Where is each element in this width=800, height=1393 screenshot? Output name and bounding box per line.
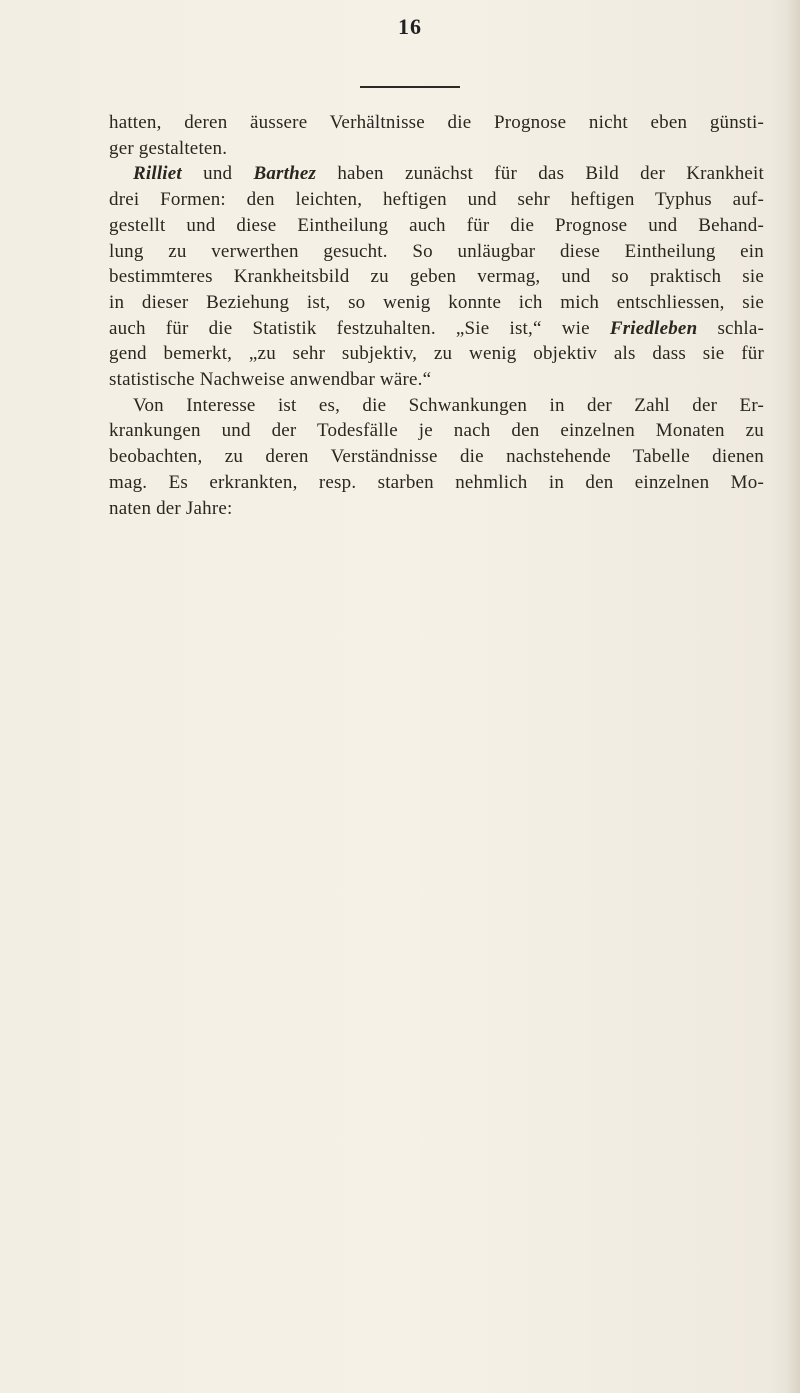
- paragraph-2: [109, 161, 764, 392]
- text-line: krankungen und der Todesfälle je nach den einzelnen Monaten zu: [109, 420, 764, 442]
- text-line: mag. Es erkrankten, resp. starben nehmlich in den einzelnen Mo-: [109, 471, 764, 493]
- text-fragment: und: [203, 163, 233, 185]
- page-edge-shadow: [786, 0, 800, 1393]
- text-line: statistische Nachweise anwendbar wäre.“: [109, 369, 432, 391]
- text-line: gestellt und diese Eintheilung auch für die Prognose und Behand-: [109, 214, 764, 236]
- page-number: 16: [398, 14, 422, 39]
- text-line: naten der Jahre:: [109, 497, 233, 519]
- author-name-barthez: Barthez: [253, 163, 317, 185]
- paragraph-3: [109, 393, 764, 522]
- author-name-friedleben: Friedleben: [609, 317, 698, 339]
- paragraph-1: [109, 110, 764, 161]
- text-line: lung zu verwerthen gesucht. So unläugbar diese Eintheilung ein: [109, 240, 764, 262]
- header-rule: [360, 86, 460, 88]
- text-line: beobachten, zu deren Verständnisse die nachstehende Tabelle dienen: [109, 446, 764, 468]
- text-line: bestimmteres Krankheitsbild zu geben vermag, und so praktisch sie: [109, 266, 764, 288]
- text-line: [109, 161, 764, 187]
- text-fragment: haben zunächst für das Bild der Krankheit: [337, 163, 765, 185]
- text-fragment: schla-: [717, 317, 765, 339]
- text-line: Von Interesse ist es, die Schwankungen in der Zahl der Er-: [133, 394, 764, 416]
- text-fragment: auch für die Statistik festzuhalten. „Sie ist,“ wie: [109, 317, 590, 339]
- author-name-rilliet: Rilliet: [133, 163, 182, 185]
- body-text: [109, 110, 764, 521]
- text-line: ger gestalteten.: [109, 137, 228, 159]
- text-line: drei Formen: den leichten, heftigen und sehr heftigen Typhus auf-: [109, 189, 764, 211]
- text-line: hatten, deren äussere Verhältnisse die Prognose nicht eben günsti-: [109, 112, 764, 133]
- text-line: in dieser Beziehung ist, so wenig konnte ich mich entschliessen, sie: [109, 291, 764, 313]
- text-line: gend bemerkt, „zu sehr subjektiv, zu wenig objektiv als dass sie für: [109, 343, 764, 365]
- text-line: [109, 316, 764, 342]
